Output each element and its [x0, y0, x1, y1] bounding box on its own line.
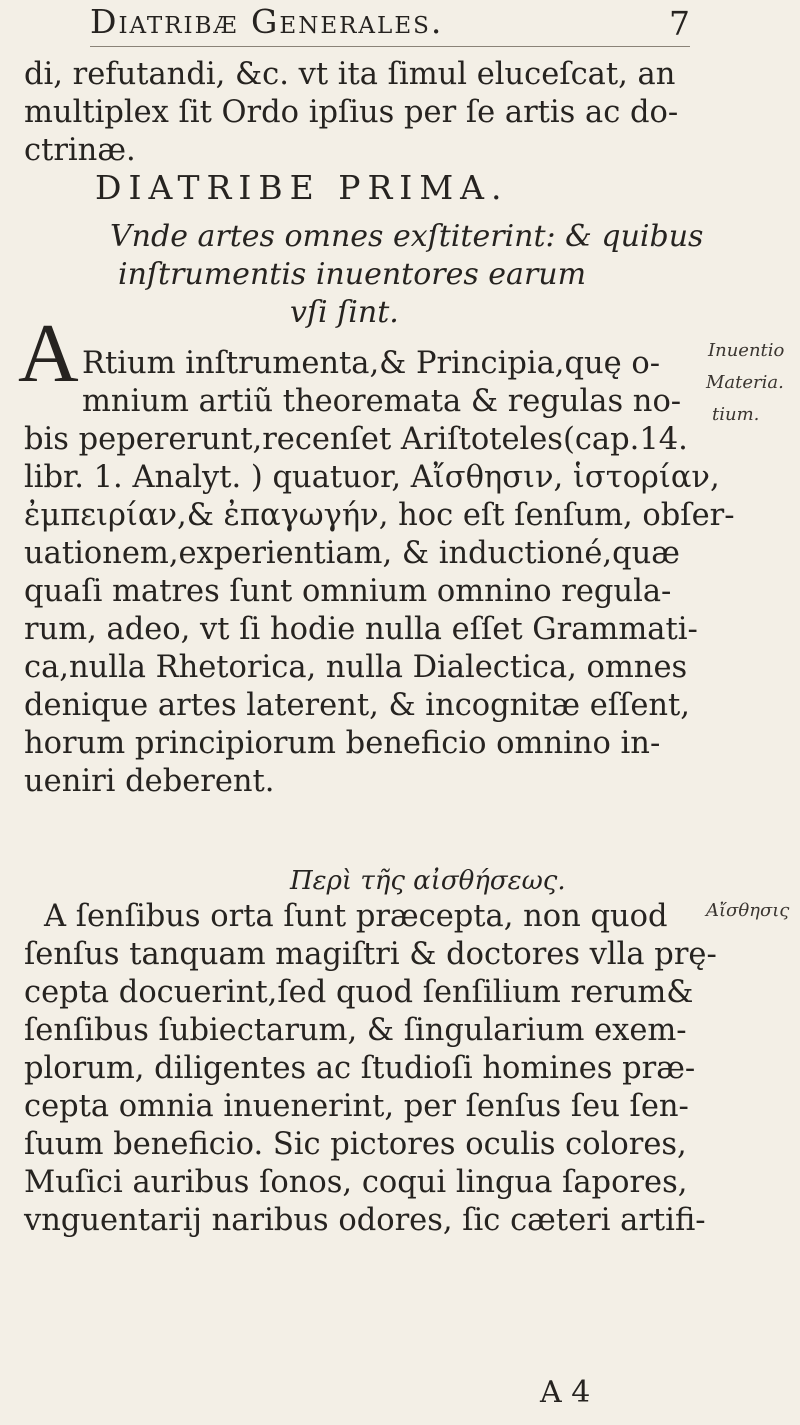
text-line: plorum, diligentes ac ſtudioſi homines præ-: [24, 1051, 696, 1086]
running-head: [90, 2, 690, 47]
greek-subhead: Περὶ τῆς αἰσθήσεως.: [290, 866, 566, 896]
margin-note: tium.: [712, 404, 760, 425]
text-line: ἐμπειρίαν,& ἐπαγωγήν, hoc eſt ſenſum, obſer-: [24, 498, 735, 533]
text-line: bis pepererunt,recenſet Ariſtoteles(cap.14.: [24, 422, 688, 457]
section-heading: DIATRIBE PRIMA.: [95, 168, 509, 207]
text-line: ſenſibus ſubiectarum, & ſingularium exem-: [24, 1013, 687, 1048]
text-line: di, refutandi, &c. vt ita ſimul eluceſcat, an: [24, 57, 676, 92]
text-line: mnium artiũ theoremata & regulas no-: [82, 384, 682, 419]
subhead-line: inſtrumentis inuentores earum: [118, 257, 587, 292]
page-number: 7: [669, 4, 690, 43]
text-line: cepta omnia inuenerint, per ſenſus ſeu ſen-: [24, 1089, 689, 1124]
text-line: uationem,experientiam, & inductioné,quæ: [24, 536, 680, 571]
text-line: horum principiorum beneficio omnino in-: [24, 726, 661, 761]
margin-note: Αἴσθησις: [706, 900, 790, 921]
subhead-line: vſi ſint.: [290, 295, 399, 330]
text-line: vnguentarij naribus odores, ſic cæteri artifi-: [24, 1203, 706, 1238]
text-line: multiplex ſit Ordo ipſius per ſe artis ac do-: [24, 95, 679, 130]
text-line: rum, adeo, vt ſi hodie nulla eſſet Grammati-: [24, 612, 698, 647]
text-line: Rtium inſtrumenta,& Principia,quę o-: [82, 346, 661, 381]
text-line: ueniri deberent.: [24, 764, 275, 799]
margin-note: Materia.: [706, 372, 784, 393]
text-line: quaſi matres ſunt omnium omnino regula-: [24, 574, 672, 609]
text-line: ca,nulla Rhetorica, nulla Dialectica, omnes: [24, 650, 688, 685]
running-head-title: Diatribæ Generales.: [90, 2, 444, 41]
text-line: ctrinæ.: [24, 133, 136, 168]
text-line: Muſici auribus ſonos, coqui lingua ſapores,: [24, 1165, 688, 1200]
drop-cap: A: [18, 307, 79, 400]
subhead-line: Vnde artes omnes exſtiterint: & quibus: [110, 219, 704, 254]
margin-note: Inuentio: [708, 340, 785, 361]
text-line: ſuum beneficio. Sic pictores oculis colores,: [24, 1127, 687, 1162]
text-line: cepta docuerint,ſed quod ſenſilium rerum&: [24, 975, 694, 1010]
text-line: ſenſus tanquam magiſtri & doctores vlla prę-: [24, 937, 717, 972]
text-line: denique artes laterent, & incognitæ eſſent,: [24, 688, 690, 723]
signature-mark: A 4: [540, 1375, 591, 1410]
text-line: A ſenſibus orta ſunt præcepta, non quod: [44, 899, 668, 934]
text-line: libr. 1. Analyt. ) quatuor, Αἴσθησιν, ἱστορίαν,: [24, 460, 720, 495]
